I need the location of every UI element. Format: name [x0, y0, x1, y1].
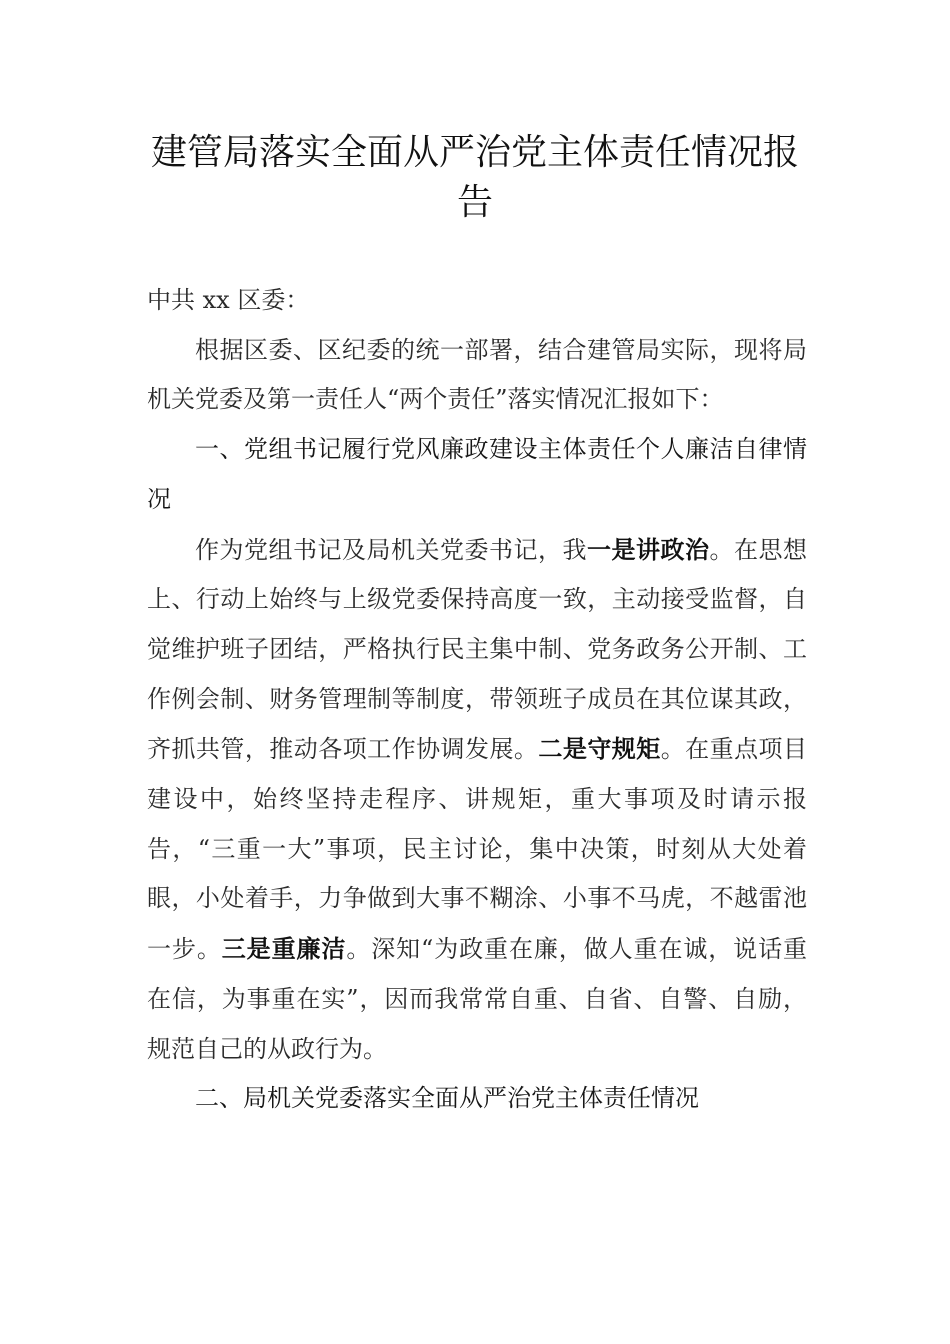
- salutation: 中共 xx 区委：: [147, 286, 310, 314]
- section-1-heading: 一、党组书记履行党风廉政建设主体责任个人廉洁自律情况: [147, 435, 807, 513]
- point-2-bold: 二是守规矩: [538, 734, 661, 764]
- section-1-text-c: 。在重点项目建设中，始终坚持走程序、讲规矩，重大事项及时请示报告，“三重一大”事项，民主讨论，集中决策，时刻从大处着眼，小处着手，力争做到大事不糊涂、小事不马虎，不越雷池一步。: [147, 735, 808, 964]
- section-1-paragraph: [147, 525, 807, 1075]
- intro-paragraph: 根据区委、区纪委的统一部署，结合建管局实际，现将局机关党委及第一责任人“两个责任”落实情况汇报如下：: [147, 335, 807, 414]
- section-1-text-a: 作为党组书记及局机关党委书记，我: [195, 535, 587, 564]
- section-1-text-b: 。在思想上、行动上始终与上级党委保持高度一致，主动接受监督，自觉维护班子团结，严格执行民主集中制、党务政务公开制、工作例会制、财务管理制等制度，带领班子成员在其位谋其政，齐抓共管，推动各项工作协调发展。: [147, 535, 807, 764]
- point-3-bold: 三是重廉洁: [221, 934, 347, 964]
- section-1-text-d: 。深知“为政重在廉，做人重在诚，说话重在信，为事重在实”，因而我常常自重、自省、自警、自励，规范自己的从政行为。: [147, 935, 808, 1063]
- section-2-heading: 二、局机关党委落实全面从严治党主体责任情况: [195, 1084, 699, 1113]
- point-1-bold: 一是讲政治: [587, 534, 710, 564]
- document-title: 建管局落实全面从严治党主体责任情况报告: [150, 132, 799, 223]
- document-body: [147, 276, 807, 1124]
